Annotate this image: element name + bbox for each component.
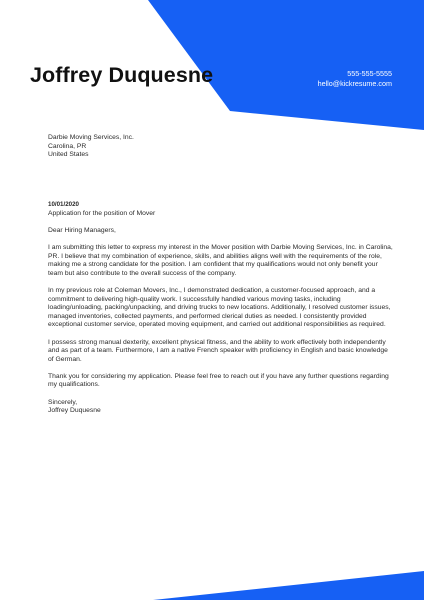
applicant-name: Joffrey Duquesne bbox=[30, 63, 214, 87]
recipient-company: Darbie Moving Services, Inc. bbox=[48, 134, 134, 141]
recipient-country: United States bbox=[48, 151, 89, 159]
contact-info bbox=[318, 69, 392, 89]
letter-paragraph: Thank you for considering my application. Please feel free to reach out if you have any further questions regarding my qualifications. bbox=[48, 372, 389, 389]
letter-closing: Sincerely, bbox=[48, 398, 78, 406]
letter-paragraph: I am submitting this letter to express my interest in the Mover position with Darbie Moving Services, Inc. in Carolina, PR. I believe that my combination of experience, skills, and abilities aligns well with the requirements of the role, making me a strong candidate for the position. I am confident that my qualifications would not only benefit your team but also contribute to the overall success of the company. bbox=[48, 243, 393, 277]
recipient-address bbox=[48, 134, 393, 160]
letter-paragraph: In my previous role at Coleman Movers, Inc., I demonstrated dedication, a customer-focused approach, and a commitment to delivering high-quality work. I successfully handled various moving tasks, including loading/unloading, packing/unpacking, and driving trucks to new locations. Additionally, I resolved customer issues, managed inventories, collected payments, and performed clerical duties as needed. I consistently provided exceptional customer service, operated moving equipment, and carried out additional responsibilities as required. bbox=[48, 286, 391, 329]
email-address: hello@kickresume.com bbox=[317, 79, 392, 88]
letter-paragraph: I possess strong manual dexterity, excellent physical fitness, and the ability to work effectively both independently and as part of a team. Furthermore, I am a native French speaker with proficiency in English and basic knowledge of German. bbox=[48, 338, 388, 363]
recipient-city: Carolina, PR bbox=[48, 142, 87, 150]
letter-signature: Joffrey Duquesne bbox=[48, 407, 101, 415]
phone-number: 555-555-5555 bbox=[347, 69, 392, 78]
letter-greeting: Dear Hiring Managers, bbox=[48, 226, 116, 234]
letter-body bbox=[48, 201, 393, 416]
footer-accent-shape bbox=[153, 571, 424, 600]
letter-date: 10/01/2020 bbox=[48, 201, 79, 208]
letter-subject: Application for the position of Mover bbox=[48, 209, 156, 217]
